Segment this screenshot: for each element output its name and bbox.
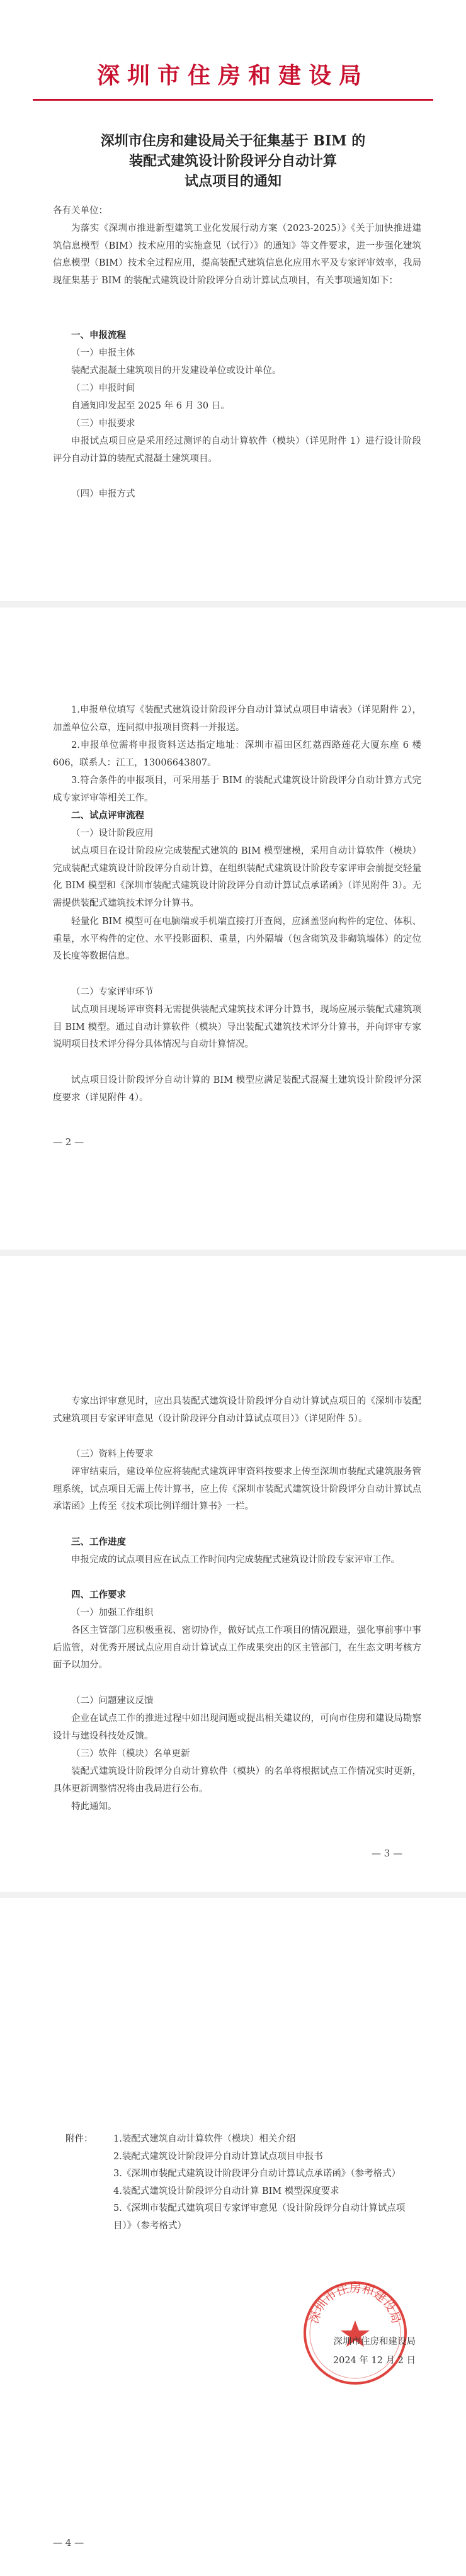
attachment-item: 3.《深圳市装配式建筑设计阶段评分自动计算试点承诺函》（参考格式） xyxy=(113,2169,401,2179)
section-2-2-text-2: 试点项目设计阶段评分自动计算的 BIM 模型应满足装配式混凝土建筑设计阶段评分深度要求（详见附件 4）。 xyxy=(53,1075,421,1103)
section-2-1-text-2: 轻量化 BIM 模型可在电脑端或手机端直接打开查阅，应涵盖竖向构件的定位、体积、重量，水平构件的定位、水平投影面积、重量，内外隔墙（包含砌筑及非砌筑墙体）的定位及长度等数据信息。 xyxy=(53,917,421,961)
page-2 xyxy=(0,607,466,1250)
salutation: 各有关单位： xyxy=(53,206,108,216)
page-number: — 3 — xyxy=(372,1848,403,1859)
review-opinion-text: 专家出评审意见时，应出具装配式建筑设计阶段评分自动计算试点项目的《深圳市装配式建筑项目专家评审意见（设计阶段评分自动计算试点项目）》（详见附件 5）。 xyxy=(53,1396,421,1424)
section-2-heading: 二、试点评审流程 xyxy=(71,811,144,821)
section-1-1-heading: （一）申报主体 xyxy=(71,348,135,358)
section-2-1-heading: （一）设计阶段应用 xyxy=(71,828,154,839)
section-1-3-heading: （三）申报要求 xyxy=(71,419,135,429)
section-2-2-text: 试点项目现场评审资料无需提供装配式建筑技术评分计算书，现场应展示装配式建筑项目 BIM 模型。通过自动计算软件（模块）导出装配式建筑技术评分计算书，并向评审专家说明项目技术评分得分具体情况与自动计算情况。 xyxy=(53,1005,421,1049)
section-1-4-heading: （四）申报方式 xyxy=(71,489,135,499)
page-number: — 4 — xyxy=(53,2537,84,2548)
attachments-list xyxy=(65,2131,418,2235)
section-4-1-text: 各区主管部门应积极重视、密切协作，做好试点工作项目的情况跟进，强化事前事中事后监管，对优秀开展试点应用自动计算试点工作成果突出的区主管部门，在生态文明考核方面予以加分。 xyxy=(53,1625,421,1670)
page-4 xyxy=(0,1898,466,2576)
page-separator xyxy=(0,1250,466,1256)
letterhead-title: 深圳市住房和建设局 xyxy=(96,62,369,89)
attachment-item: 1.装配式建筑自动计算软件（模块）相关介绍 xyxy=(113,2134,296,2144)
apply-step-3: 3.符合条件的申报项目，可采用基于 BIM 的装配式建筑设计阶段评分自动计算方式完成专家评审等相关工作。 xyxy=(53,776,421,803)
section-4-3-text: 装配式建筑设计阶段评分自动计算软件（模块）的名单将根据试点工作情况实时更新，具体更新调整情况将由我局进行公布。 xyxy=(53,1766,421,1794)
title-line-1: 深圳市住房和建设局关于征集基于 BIM 的 xyxy=(100,133,366,149)
section-4-2-heading: （二）问题建议反馈 xyxy=(71,1696,154,1706)
apply-step-2: 2.申报单位需将申报资料送达指定地址：深圳市福田区红荔西路莲花大厦东座 6 楼 606，联系人：江工，13006643807。 xyxy=(53,740,421,768)
apply-step-1: 1.申报单位填写《装配式建筑设计阶段评分自动计算试点项目申请表》（详见附件 2），加盖单位公章，连同拟申报项目资料一并报送。 xyxy=(53,705,421,733)
section-3-heading: 三、工作进度 xyxy=(71,1537,126,1547)
page-separator xyxy=(0,601,466,607)
section-4-3-heading: （三）软件（模块）名单更新 xyxy=(71,1749,190,1759)
issue-date: 2024 年 12 月 2 日 xyxy=(332,2356,416,2366)
section-4-1-heading: （一）加强工作组织 xyxy=(71,1608,154,1618)
section-1-3-text: 申报试点项目应是采用经过测评的自动计算软件（模块）（详见附件 1）进行设计阶段评分自动计算的装配式混凝土建筑项目。 xyxy=(53,436,421,464)
section-2-2-heading: （二）专家评审环节 xyxy=(71,987,154,997)
section-4-2-text: 企业在试点工作的推进过程中如出现问题或提出相关建议的，可向市住房和建设局勘察设计与建设科技处反馈。 xyxy=(53,1714,421,1741)
section-4-heading: 四、工作要求 xyxy=(71,1590,126,1600)
section-1-2-heading: （二）申报时间 xyxy=(71,383,135,393)
svg-text:深圳市住房和建设局 xyxy=(307,2281,404,2325)
seal-text: 深圳市住房和建设局 xyxy=(307,2281,404,2325)
title-line-3: 试点项目的通知 xyxy=(184,173,281,189)
issuer-signature: 深圳市住房和建设局 xyxy=(333,2337,416,2347)
section-2-3-heading: （三）资料上传要求 xyxy=(71,1449,154,1459)
section-2-3-text: 评审结束后，建设单位应将装配式建筑评审资料按要求上传至深圳市装配式建筑服务管理系统，试点项目无需上传计算书，应上传《深圳市装配式建筑设计阶段评分自动计算试点承诺函》上传至《技术项比例详细计算书》一栏。 xyxy=(53,1467,421,1511)
section-1-2-text: 自通知印发起至 2025 年 6 月 30 日。 xyxy=(71,401,230,411)
letterhead-rule xyxy=(33,99,433,101)
section-2-1-text: 试点项目在设计阶段应完成装配式建筑的 BIM 模型建模，采用自动计算软件（模块）完成装配式建筑设计阶段评分自动计算，在组织装配式建筑设计阶段专家评审会前提交轻量化 BIM 模型和《深圳市装配式建筑设计阶段评分自动计算试点承诺函》（详见附件 3）。无需提供装配式建筑技术评分计算书。 xyxy=(53,846,421,908)
document-title xyxy=(44,131,422,191)
page-3 xyxy=(0,1256,466,1892)
section-3-text: 申报完成的试点项目应在试点工作时间内完成装配式建筑设计阶段专家评审工作。 xyxy=(71,1555,400,1565)
page-separator xyxy=(0,1892,466,1898)
attachment-item: 5.《深圳市装配式建筑项目专家评审意见（设计阶段评分自动计算试点项目）》（参考格式） xyxy=(113,2203,406,2231)
intro-paragraph: 为落实《深圳市推进新型建筑工业化发展行动方案（2023-2025）》《关于加快推进建筑信息模型（BIM）技术应用的实施意见（试行）》的通知》等文件要求，进一步强化建筑信息模型（BIM）技术全过程应用，提高装配式建筑信息化应用水平及专家评审效率，我局现征集基于 BIM 的装配式建筑设计阶段评分自动计算试点项目，有关事项通知如下： xyxy=(53,223,421,286)
attachments-label: 附件： xyxy=(65,2134,93,2144)
page-number: — 2 — xyxy=(53,1136,84,1148)
page-1 xyxy=(0,0,466,601)
attachment-item: 2.装配式建筑设计阶段评分自动计算试点项目申报书 xyxy=(113,2151,323,2162)
attachment-item: 4.装配式建筑设计阶段评分自动计算 BIM 模型深度要求 xyxy=(113,2186,339,2196)
closing-line: 特此通知。 xyxy=(71,1802,117,1812)
title-line-2: 装配式建筑设计阶段评分自动计算 xyxy=(128,153,337,169)
section-1-heading: 一、申报流程 xyxy=(71,330,126,341)
official-seal xyxy=(301,2279,409,2387)
section-1-1-text: 装配式混凝土建筑项目的开发建设单位或设计单位。 xyxy=(71,366,281,376)
